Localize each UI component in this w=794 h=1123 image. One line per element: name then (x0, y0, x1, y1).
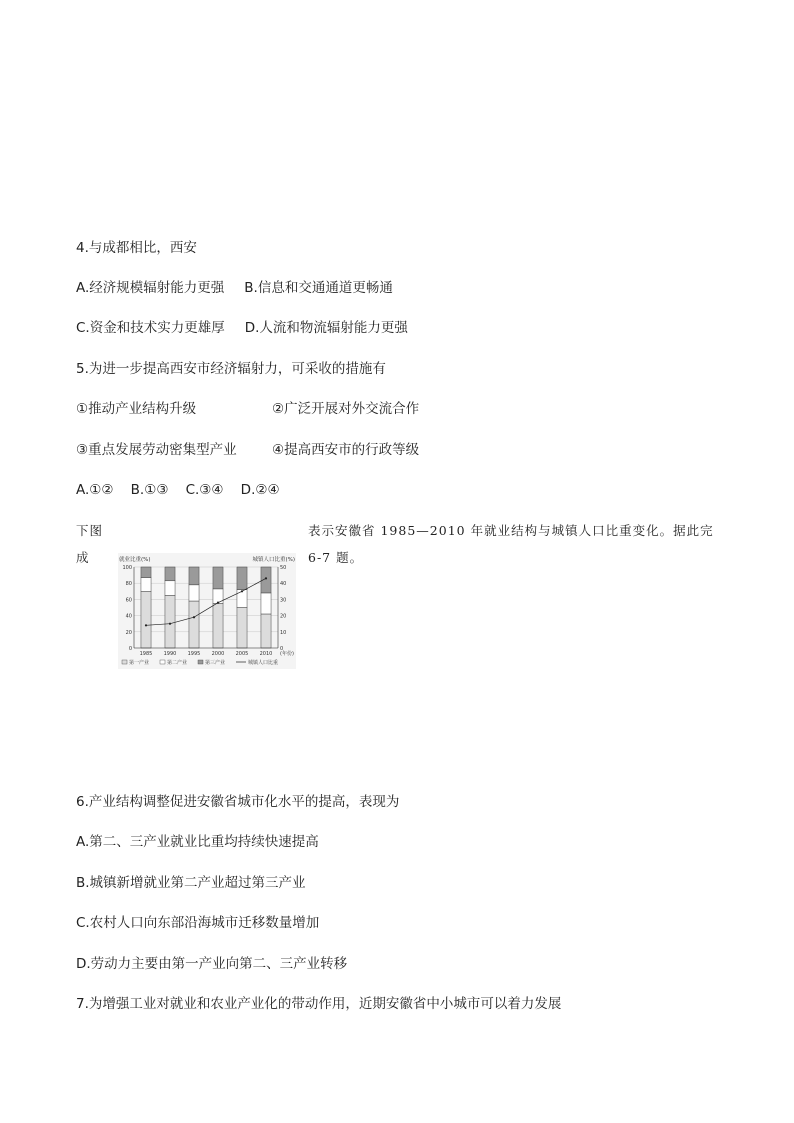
item-3: ③重点发展劳动密集型产业 (76, 442, 237, 458)
legend-swatch (122, 660, 127, 664)
y-tick-label: 40 (125, 613, 132, 620)
question-6-option-d: D.劳动力主要由第一产业向第二、三产业转移 (76, 956, 348, 972)
legend-swatch (198, 660, 203, 664)
legend-label: 第二产业 (167, 660, 188, 666)
x-tick-label: 1985 (139, 651, 153, 657)
x-tick-label: 2000 (211, 651, 225, 657)
item-4: ④提高西安市的行政等级 (272, 442, 420, 458)
y-tick-label: 100 (122, 565, 132, 571)
legend-swatch (160, 660, 165, 664)
line-point (169, 623, 171, 625)
question-4-stem: 4.与成都相比，西安 (76, 240, 197, 256)
line-point (145, 624, 147, 626)
item-2: ②广泛开展对外交流合作 (272, 401, 420, 417)
question-5-options: A.①② B.①③ C.③④ D.②④ (76, 482, 280, 498)
bar-segment (213, 603, 223, 648)
question-6-option-a: A.第二、三产业就业比重均持续快速提高 (76, 834, 319, 850)
y2-tick-label: 20 (280, 613, 287, 620)
bar-segment (141, 591, 151, 648)
option-d: D.人流和物流辐射能力更强 (244, 320, 408, 336)
question-6-option-c: C.农村人口向东部沿海城市迁移数量增加 (76, 915, 320, 931)
intro-left-2: 成 (76, 550, 90, 565)
line-point (265, 577, 267, 579)
bar-segment (165, 581, 175, 596)
y-axis-title: 就业比重(%) (119, 557, 151, 563)
y2-axis-title: 城镇人口比重(%) (252, 557, 295, 563)
x-tick-label: 2005 (235, 651, 249, 657)
y2-tick-label: 0 (280, 646, 284, 652)
item-1: ①推动产业结构升级 (76, 401, 197, 417)
question-6-stem: 6.产业结构调整促进安徽省城市化水平的提高，表现为 (76, 794, 400, 810)
legend-label: 第三产业 (205, 660, 226, 666)
option-a: A.经济规模辐射能力更强 (76, 280, 225, 296)
y2-tick-label: 10 (280, 629, 287, 636)
bar-segment (237, 567, 247, 590)
option-c: C.资金和技术实力更雄厚 (76, 320, 225, 336)
y-tick-label: 80 (125, 581, 132, 588)
line-point (241, 590, 243, 592)
y2-tick-label: 50 (280, 565, 287, 571)
bar-segment (261, 614, 271, 648)
bar-segment (189, 601, 199, 648)
x-axis-unit: (年份) (280, 651, 294, 657)
legend-label: 城镇人口比重 (248, 660, 279, 666)
bar-segment (237, 608, 247, 649)
line-point (193, 616, 195, 618)
question-5-stem: 5.为进一步提高西安市经济辐射力，可采收的措施有 (76, 361, 386, 377)
question-4-options-row2 (76, 319, 408, 337)
question-4-options-row1 (76, 279, 393, 297)
line-point (217, 602, 219, 604)
question-5-items-row1 (76, 400, 419, 418)
question-7-stem: 7.为增强工业对就业和农业产业化的带动作用，近期安徽省中小城市可以着力发展 (76, 996, 562, 1012)
option-b: B.信息和交通通道更畅通 (244, 280, 393, 296)
x-tick-label: 2010 (259, 651, 273, 657)
legend-label: 第一产业 (129, 660, 150, 666)
bar-segment (165, 567, 175, 581)
bar-segment (189, 567, 199, 585)
question-5-items-row2 (76, 441, 419, 459)
bar-segment (165, 595, 175, 648)
intro-left-1: 下图 (76, 523, 104, 538)
y-tick-label: 20 (125, 629, 132, 636)
y-tick-label: 60 (125, 597, 132, 604)
y2-tick-label: 30 (280, 597, 287, 604)
employment-urbanization-chart (118, 553, 296, 669)
x-tick-label: 1990 (163, 651, 177, 657)
intro-right-2: 6-7 题。 (308, 550, 364, 565)
y-tick-label: 0 (128, 646, 132, 652)
question-6-option-b: B.城镇新增就业第二产业超过第三产业 (76, 875, 306, 891)
bar-segment (189, 585, 199, 601)
x-tick-label: 1995 (187, 651, 201, 657)
intro-right-1: 表示安徽省 1985—2010 年就业结构与城镇人口比重变化。据此完 (308, 523, 714, 538)
y2-tick-label: 40 (280, 581, 287, 588)
bar-segment (141, 578, 151, 592)
bar-segment (261, 593, 271, 614)
bar-segment (141, 567, 151, 578)
bar-segment (213, 567, 223, 589)
